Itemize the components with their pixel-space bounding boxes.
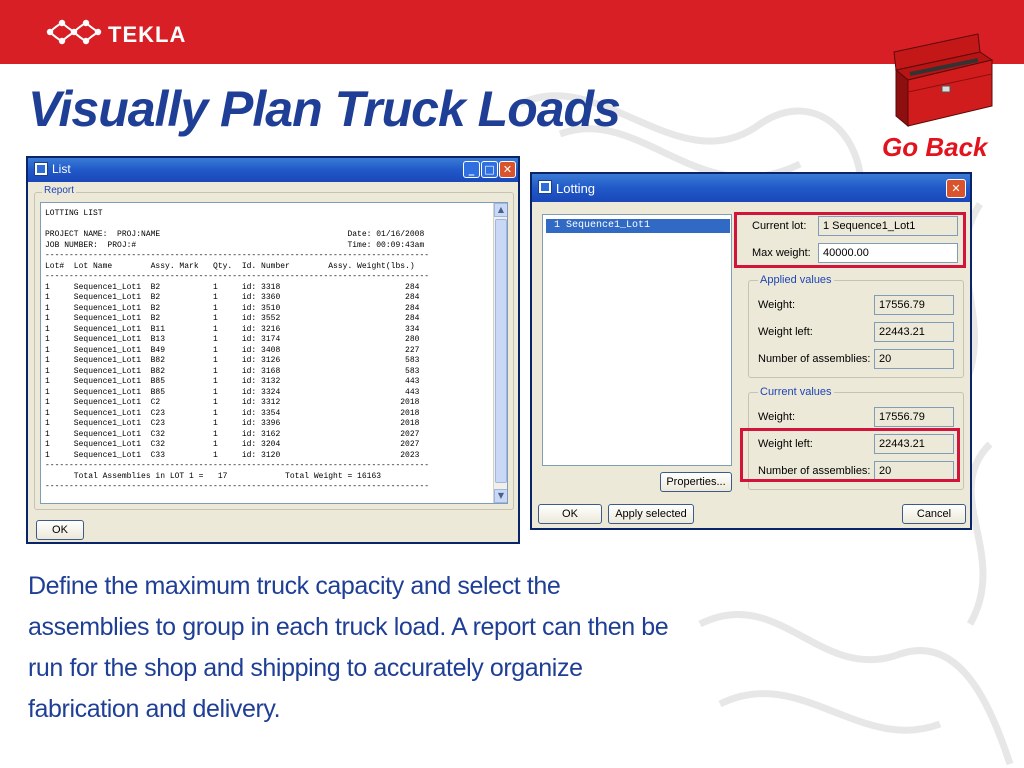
applied-weight-field: 17556.79 xyxy=(874,295,954,315)
report-group-label: Report xyxy=(44,185,75,196)
lot-listbox[interactable] xyxy=(542,214,732,466)
report-textarea[interactable] xyxy=(40,202,508,504)
brand-name: TEKLA xyxy=(108,22,187,47)
report-line: 1 Sequence1_Lot1 C23 1 id: 3396 2018 xyxy=(45,419,420,428)
report-line: 1 Sequence1_Lot1 B85 1 id: 3324 443 xyxy=(45,387,420,397)
cancel-button[interactable]: Cancel xyxy=(902,504,966,524)
current-weight-label: Weight: xyxy=(758,411,796,423)
go-back-link[interactable]: Go Back xyxy=(882,132,988,162)
report-line: 1 Sequence1_Lot1 B82 1 id: 3168 583 xyxy=(45,366,420,376)
apply-selected-button[interactable]: Apply selected xyxy=(608,504,694,524)
list-window-title: List xyxy=(52,162,71,176)
report-text xyxy=(45,209,429,493)
close-icon[interactable]: ✕ xyxy=(499,161,516,178)
report-line: -------------------------------------------------------------------------------- xyxy=(45,251,430,260)
lot-highlight-box xyxy=(734,212,966,268)
report-line: JOB NUMBER: PROJ:# Time: 00:09:43am xyxy=(45,240,425,250)
lotting-window-title: Lotting xyxy=(556,181,596,196)
report-line: -------------------------------------------------------------------------------- xyxy=(45,461,430,470)
report-line: LOTTING LIST xyxy=(45,209,103,218)
scrollbar-thumb[interactable] xyxy=(495,219,507,483)
report-line: -------------------------------------------------------------------------------- xyxy=(45,482,430,491)
applied-values-label: Applied values xyxy=(760,274,832,286)
report-line: Total Assemblies in LOT 1 = 17 Total Weight = 16163 xyxy=(45,471,382,481)
report-line: 1 Sequence1_Lot1 B82 1 id: 3126 583 xyxy=(45,356,420,365)
applied-weight-label: Weight: xyxy=(758,299,796,311)
report-scrollbar[interactable] xyxy=(493,203,507,503)
slide-body-text: Define the maximum truck capacity and select the assemblies to group in each truck load. A report can then be run for the shop and shipping to accurately organize fabrication and delivery. xyxy=(28,572,669,723)
window-app-icon xyxy=(34,162,48,176)
list-window-titlebar[interactable] xyxy=(28,158,518,182)
report-line xyxy=(45,220,429,231)
report-line: Lot# Lot Name Assy. Mark Qty. Id. Number Assy. Weight(lbs.) xyxy=(45,261,415,271)
current-weight-field: 17556.79 xyxy=(874,407,954,427)
lot-list-item[interactable]: 1 Sequence1_Lot1 xyxy=(546,219,730,233)
report-line: 1 Sequence1_Lot1 B85 1 id: 3132 443 xyxy=(45,377,420,386)
scroll-down-icon[interactable]: ▼ xyxy=(494,489,508,503)
applied-weight-left-label: Weight left: xyxy=(758,326,813,338)
report-line: 1 Sequence1_Lot1 C32 1 id: 3162 2027 xyxy=(45,429,420,439)
current-values-highlight-box xyxy=(740,428,960,482)
lotting-window xyxy=(530,172,972,530)
maximize-icon[interactable]: □ xyxy=(481,161,498,178)
current-values-label: Current values xyxy=(760,386,832,398)
report-line: 1 Sequence1_Lot1 B2 1 id: 3360 284 xyxy=(45,293,420,302)
minimize-icon[interactable]: _ xyxy=(463,161,480,178)
report-line: 1 Sequence1_Lot1 B2 1 id: 3552 284 xyxy=(45,314,420,323)
close-icon[interactable]: ✕ xyxy=(946,179,966,198)
current-num-assemblies-field: 20 xyxy=(874,461,954,481)
list-ok-button[interactable]: OK xyxy=(36,520,84,540)
report-line: 1 Sequence1_Lot1 B13 1 id: 3174 280 xyxy=(45,335,420,344)
report-line: 1 Sequence1_Lot1 B2 1 id: 3510 284 xyxy=(45,303,420,313)
applied-num-assemblies-field: 20 xyxy=(874,349,954,369)
report-line: 1 Sequence1_Lot1 B11 1 id: 3216 334 xyxy=(45,324,420,334)
lotting-window-titlebar[interactable] xyxy=(532,174,970,202)
window-app-icon xyxy=(538,180,552,194)
slide-title: Visually Plan Truck Loads xyxy=(28,81,620,137)
properties-button[interactable]: Properties... xyxy=(660,472,732,492)
applied-weight-left-field: 22443.21 xyxy=(874,322,954,342)
current-num-assemblies-label: Number of assemblies: xyxy=(758,465,871,477)
report-line: -------------------------------------------------------------------------------- xyxy=(45,272,430,281)
current-weight-left-label: Weight left: xyxy=(758,438,813,450)
report-line: 1 Sequence1_Lot1 C23 1 id: 3354 2018 xyxy=(45,408,420,418)
current-lot-label: Current lot: xyxy=(752,220,807,232)
scroll-up-icon[interactable]: ▲ xyxy=(494,203,508,217)
lotting-ok-button[interactable]: OK xyxy=(538,504,602,524)
report-line: 1 Sequence1_Lot1 C33 1 id: 3120 2023 xyxy=(45,450,420,460)
report-line: 1 Sequence1_Lot1 B2 1 id: 3318 284 xyxy=(45,282,420,292)
max-weight-field[interactable]: 40000.00 xyxy=(818,243,958,263)
report-line: 1 Sequence1_Lot1 B49 1 id: 3408 227 xyxy=(45,345,420,355)
current-lot-field[interactable]: 1 Sequence1_Lot1 xyxy=(818,216,958,236)
max-weight-label: Max weight: xyxy=(752,247,811,259)
current-weight-left-field: 22443.21 xyxy=(874,434,954,454)
report-line: PROJECT NAME: PROJ:NAME Date: 01/16/2008 xyxy=(45,230,425,239)
report-line: 1 Sequence1_Lot1 C32 1 id: 3204 2027 xyxy=(45,440,420,449)
toolbox-icon[interactable] xyxy=(880,30,1000,130)
report-line: 1 Sequence1_Lot1 C2 1 id: 3312 2018 xyxy=(45,398,420,407)
list-window xyxy=(26,156,520,544)
applied-num-assemblies-label: Number of assemblies: xyxy=(758,353,871,365)
